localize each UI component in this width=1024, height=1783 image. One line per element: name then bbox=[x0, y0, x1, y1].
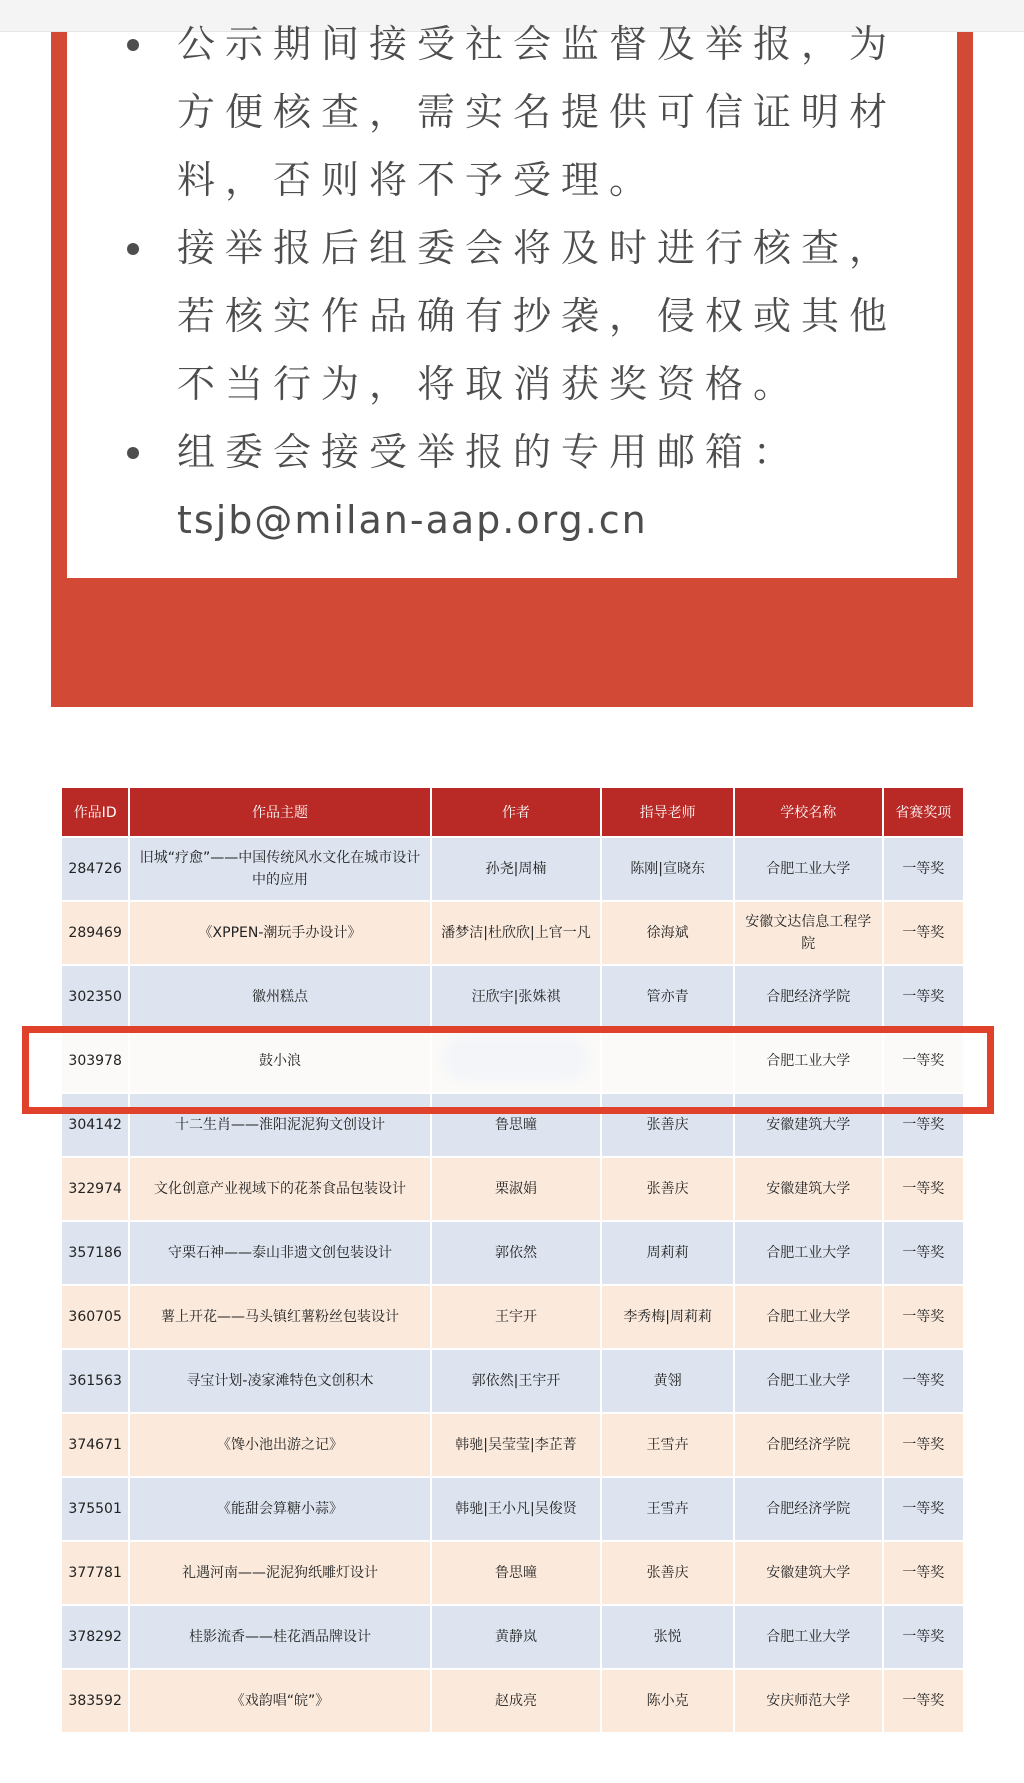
awards-table bbox=[60, 786, 965, 1734]
cell-school: 合肥工业大学 bbox=[735, 1030, 882, 1092]
cell-id: 378292 bbox=[62, 1606, 128, 1668]
notice-text: 接举报后组委会将及时进行核查，若核实作品确有抄袭，侵权或其他不当行为，将取消获奖资格。 bbox=[177, 226, 898, 406]
table-row bbox=[62, 1542, 963, 1604]
cell-advisor: 张善庆 bbox=[602, 1542, 733, 1604]
highlight-box bbox=[22, 1026, 994, 1114]
header-title: 作品主题 bbox=[130, 788, 429, 836]
header-advisor: 指导老师 bbox=[602, 788, 733, 836]
cell-award: 一等奖 bbox=[884, 966, 963, 1028]
bullet-icon bbox=[127, 243, 139, 255]
cell-id: 374671 bbox=[62, 1414, 128, 1476]
cell-advisor: 周莉莉 bbox=[602, 1222, 733, 1284]
bullet-icon bbox=[127, 39, 139, 51]
table-row bbox=[62, 1158, 963, 1220]
cell-title: 《馋小池出游之记》 bbox=[130, 1414, 429, 1476]
notice-item bbox=[127, 214, 917, 418]
table-row bbox=[62, 1606, 963, 1668]
header-author: 作者 bbox=[432, 788, 601, 836]
notice-list bbox=[127, 10, 917, 554]
cell-author: 孙尧|周楠 bbox=[432, 838, 601, 900]
cell-school: 合肥经济学院 bbox=[735, 1414, 882, 1476]
table-row bbox=[62, 902, 963, 964]
cell-advisor: 陈小克 bbox=[602, 1670, 733, 1732]
cell-school: 合肥工业大学 bbox=[735, 1222, 882, 1284]
table-row bbox=[62, 838, 963, 900]
cell-school: 安徽建筑大学 bbox=[735, 1094, 882, 1156]
cell-award: 一等奖 bbox=[884, 838, 963, 900]
cell-school: 合肥工业大学 bbox=[735, 838, 882, 900]
cell-title: 礼遇河南——泥泥狗纸雕灯设计 bbox=[130, 1542, 429, 1604]
header-school: 学校名称 bbox=[735, 788, 882, 836]
cell-author: 韩驰|王小凡|吴俊贤 bbox=[432, 1478, 601, 1540]
cell-author: 王宇开 bbox=[432, 1286, 601, 1348]
cell-title: 文化创意产业视域下的花茶食品包装设计 bbox=[130, 1158, 429, 1220]
table-row bbox=[62, 1350, 963, 1412]
cell-author: 郭依然 bbox=[432, 1222, 601, 1284]
cell-author: 赵成亮 bbox=[432, 1670, 601, 1732]
cell-author: 黄静岚 bbox=[432, 1606, 601, 1668]
cell-title: 徽州糕点 bbox=[130, 966, 429, 1028]
cell-award: 一等奖 bbox=[884, 902, 963, 964]
table-row bbox=[62, 1670, 963, 1732]
cell-award: 一等奖 bbox=[884, 1478, 963, 1540]
cell-award: 一等奖 bbox=[884, 1542, 963, 1604]
notice-text: 公示期间接受社会监督及举报，为方便核查，需实名提供可信证明材料，否则将不予受理。 bbox=[177, 22, 898, 202]
cell-advisor: 张悦 bbox=[602, 1606, 733, 1668]
cell-author: 郭依然|王宇开 bbox=[432, 1350, 601, 1412]
header-award: 省赛奖项 bbox=[884, 788, 963, 836]
cell-id: 375501 bbox=[62, 1478, 128, 1540]
cell-award: 一等奖 bbox=[884, 1606, 963, 1668]
bullet-icon bbox=[127, 447, 139, 459]
cell-advisor: 王雪卉 bbox=[602, 1414, 733, 1476]
cell-award: 一等奖 bbox=[884, 1350, 963, 1412]
cell-author: 韩驰|吴莹莹|李芷菁 bbox=[432, 1414, 601, 1476]
cell-advisor: 王雪卉 bbox=[602, 1478, 733, 1540]
cell-id: 304142 bbox=[62, 1094, 128, 1156]
table-row bbox=[62, 1286, 963, 1348]
notice-item bbox=[127, 10, 917, 214]
cell-award: 一等奖 bbox=[884, 1094, 963, 1156]
cell-award: 一等奖 bbox=[884, 1222, 963, 1284]
cell-author: 栗淑娟 bbox=[432, 1158, 601, 1220]
cell-advisor: 陈刚|宣晓东 bbox=[602, 838, 733, 900]
cell-title: 旧城“疗愈”——中国传统风水文化在城市设计中的应用 bbox=[130, 838, 429, 900]
cell-advisor: 张善庆 bbox=[602, 1158, 733, 1220]
cell-award: 一等奖 bbox=[884, 1670, 963, 1732]
notice-frame bbox=[51, 22, 973, 707]
table-row bbox=[62, 1414, 963, 1476]
cell-title: 寻宝计划-凌家滩特色文创积木 bbox=[130, 1350, 429, 1412]
cell-id: 360705 bbox=[62, 1286, 128, 1348]
cell-advisor: 黄翎 bbox=[602, 1350, 733, 1412]
header-id: 作品ID bbox=[62, 788, 128, 836]
cell-id: 322974 bbox=[62, 1158, 128, 1220]
table-header-row bbox=[62, 788, 963, 836]
cell-id: 383592 bbox=[62, 1670, 128, 1732]
cell-title: 薯上开花——马头镇红薯粉丝包装设计 bbox=[130, 1286, 429, 1348]
cell-title: 守栗石神——泰山非遗文创包装设计 bbox=[130, 1222, 429, 1284]
cell-school: 安庆师范大学 bbox=[735, 1670, 882, 1732]
cell-award: 一等奖 bbox=[884, 1030, 963, 1092]
cell-school: 安徽建筑大学 bbox=[735, 1158, 882, 1220]
cell-title: 十二生肖——淮阳泥泥狗文创设计 bbox=[130, 1094, 429, 1156]
cell-id: 357186 bbox=[62, 1222, 128, 1284]
notice-card bbox=[67, 22, 957, 578]
cell-title: 《能甜会算糖小蒜》 bbox=[130, 1478, 429, 1540]
table-row bbox=[62, 1478, 963, 1540]
table-row bbox=[62, 966, 963, 1028]
cell-school: 合肥工业大学 bbox=[735, 1286, 882, 1348]
cell-advisor: 徐海斌 bbox=[602, 902, 733, 964]
cell-school: 合肥经济学院 bbox=[735, 966, 882, 1028]
cell-school: 合肥工业大学 bbox=[735, 1350, 882, 1412]
awards-table-wrap bbox=[60, 786, 965, 1734]
cell-author: 鲁思曈 bbox=[432, 1094, 601, 1156]
cell-id: 284726 bbox=[62, 838, 128, 900]
cell-award: 一等奖 bbox=[884, 1158, 963, 1220]
cell-school: 安徽建筑大学 bbox=[735, 1542, 882, 1604]
cell-school: 合肥经济学院 bbox=[735, 1478, 882, 1540]
table-row bbox=[62, 1222, 963, 1284]
cell-title: 桂影流香——桂花酒品牌设计 bbox=[130, 1606, 429, 1668]
cell-advisor: 张善庆 bbox=[602, 1094, 733, 1156]
cell-award: 一等奖 bbox=[884, 1414, 963, 1476]
cell-award: 一等奖 bbox=[884, 1286, 963, 1348]
cell-author: 汪欣宇|张姝祺 bbox=[432, 966, 601, 1028]
cell-school: 安徽文达信息工程学院 bbox=[735, 902, 882, 964]
cell-title: 《XPPEN-潮玩手办设计》 bbox=[130, 902, 429, 964]
report-email: tsjb@milan-aap.org.cn bbox=[177, 498, 648, 542]
cell-title: 《戏韵唱“皖”》 bbox=[130, 1670, 429, 1732]
cell-id: 303978 bbox=[62, 1030, 128, 1092]
notice-item bbox=[127, 418, 917, 554]
notice-text: 组委会接受举报的专用邮箱： bbox=[177, 430, 802, 474]
cell-id: 302350 bbox=[62, 966, 128, 1028]
cell-title: 鼓小浪 bbox=[130, 1030, 429, 1092]
cell-id: 361563 bbox=[62, 1350, 128, 1412]
cell-author: 鲁思曈 bbox=[432, 1542, 601, 1604]
cell-school: 合肥工业大学 bbox=[735, 1606, 882, 1668]
cell-advisor: 李秀梅|周莉莉 bbox=[602, 1286, 733, 1348]
cell-advisor: 管亦青 bbox=[602, 966, 733, 1028]
cell-id: 289469 bbox=[62, 902, 128, 964]
cell-id: 377781 bbox=[62, 1542, 128, 1604]
cell-author: 潘梦洁|杜欣欣|上官一凡 bbox=[432, 902, 601, 964]
